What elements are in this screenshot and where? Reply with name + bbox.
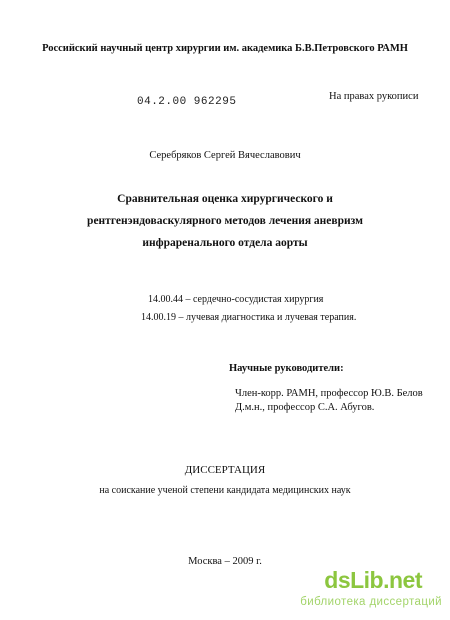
dslib-watermark-logo[interactable] — [286, 567, 446, 613]
supervisor-2: Д.м.н., профессор С.А. Абугов. — [235, 402, 375, 413]
archive-stamp: 04.2.00 962295 — [137, 96, 237, 108]
supervisors-heading: Научные руководители: — [229, 363, 344, 374]
document-type: ДИССЕРТАЦИЯ — [184, 464, 266, 476]
organization-header: Российский научный центр хирургии им. академика Б.В.Петровского РАМН — [42, 43, 408, 54]
thesis-title-line-1: Сравнительная оценка хирургического и — [117, 193, 333, 205]
specialty-code-1: 14.00.44 – сердечно-сосудистая хирургия — [148, 294, 324, 305]
supervisor-1: Член-корр. РАМН, профессор Ю.В. Белов — [235, 388, 423, 399]
place-and-year: Москва – 2009 г. — [188, 556, 262, 567]
author-name: Серебряков Сергей Вячеславович — [149, 150, 301, 161]
degree-purpose: на соискание ученой степени кандидата медицинских наук — [99, 485, 351, 496]
specialty-code-2: 14.00.19 – лучевая диагностика и лучевая терапия. — [141, 312, 357, 323]
thesis-title-line-3: инфраренального отдела аорты — [142, 237, 308, 249]
watermark-brand: dsLib.net — [324, 567, 422, 593]
manuscript-note: На правах рукописи — [329, 91, 419, 102]
thesis-title-line-2: рентгенэндоваскулярного методов лечения аневризм — [87, 215, 363, 227]
watermark-tagline: библиотека диссертаций — [300, 596, 442, 608]
